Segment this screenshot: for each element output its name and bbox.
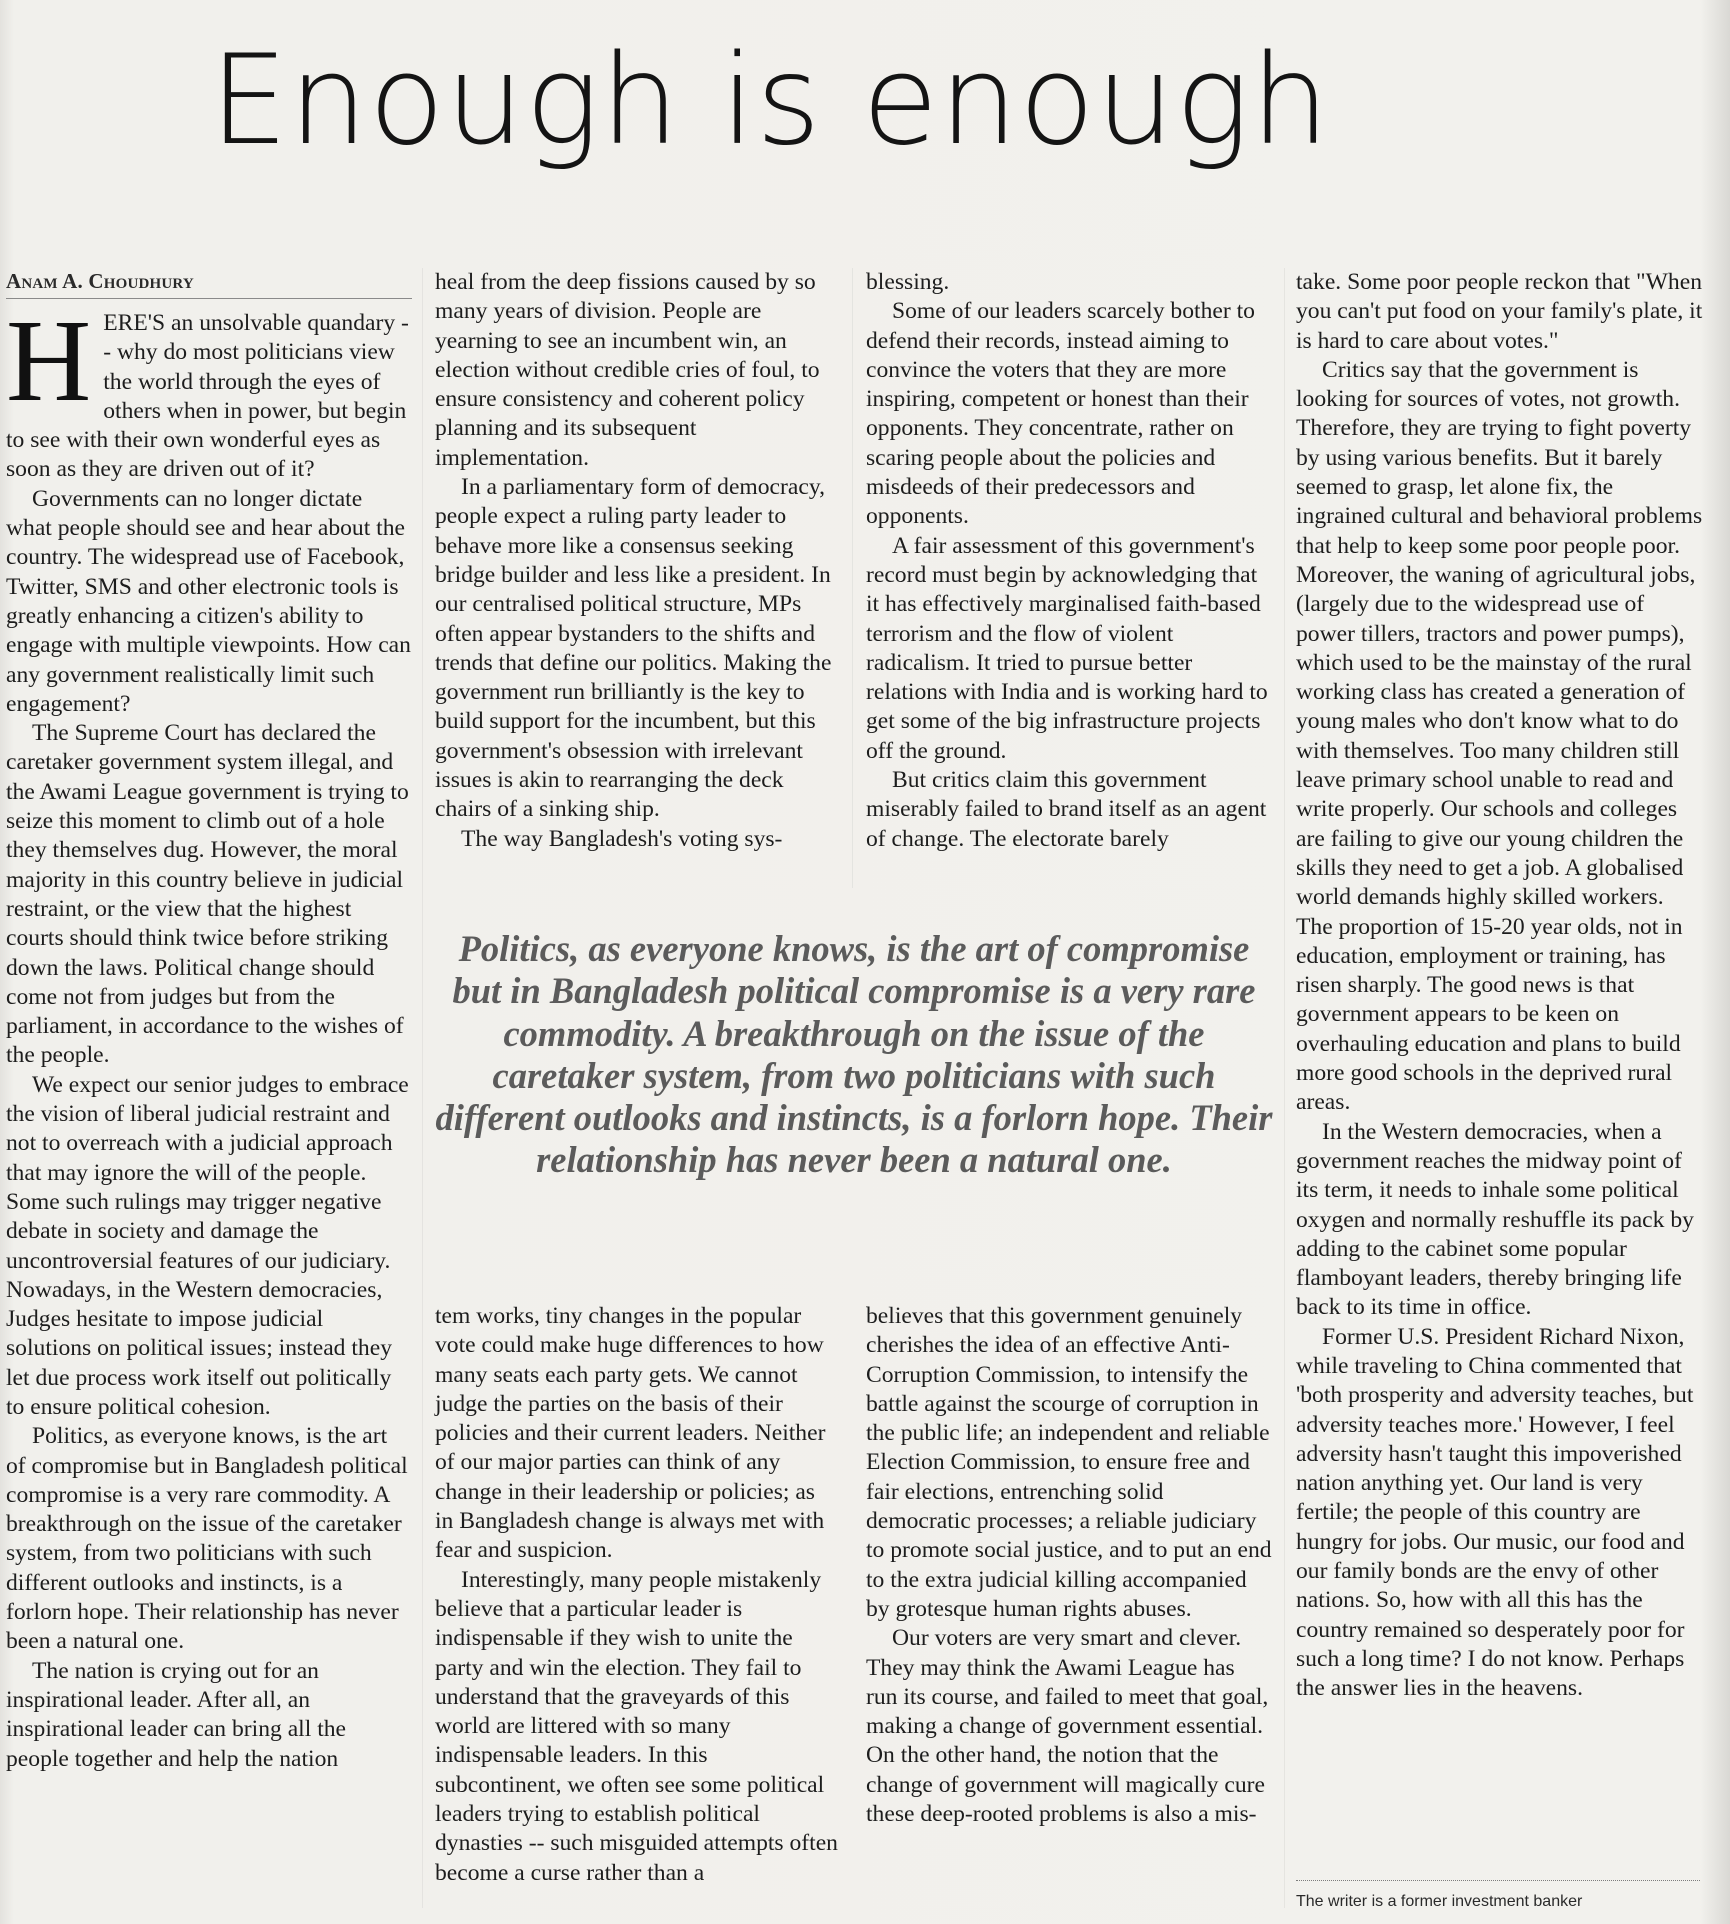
article-column-2-bottom: [435, 1302, 839, 1888]
article-column-3-bottom: [866, 1302, 1272, 1829]
article-column-4: [1296, 268, 1704, 1704]
column-gutter: [1284, 268, 1285, 1908]
paragraph: Politics, as everyone knows, is the art of compromise but in Bangladesh political compromise is a very rare commodity. A breakthrough on the issue of the caretaker system, from two politicians with such different outlooks and instincts, is a forlorn hope. Their relationship has never been a natural one.: [6, 1423, 408, 1655]
paragraph: We expect our senior judges to embrace the vision of liberal judicial restraint and not to overreach with a judicial approach that may ignore the will of the people. Some such rulings may trigger negative debate in society and damage the uncontroversial features of our judiciary. Nowadays, in the Western democracies, Judges hesitate to impose judicial solutions on political issues; instead they let due process work itself out politically to ensure political cohesion.: [6, 1071, 409, 1420]
footer-divider: [1296, 1880, 1700, 1881]
paragraph: Governments can no longer dictate what people should see and hear about the country. The widespread use of Facebook, Twitter, SMS and other electronic tools is greatly enhancing a citizen's ability to engage with multiple viewpoints. How can any government realistically limit such engagement?: [6, 485, 411, 717]
byline: Anam A. Choudhury: [6, 268, 412, 299]
paragraph: The way Bangladesh's voting sys-: [461, 825, 783, 852]
paragraph: Some of our leaders scarcely bother to defend their records, instead aiming to convince the voters that they are more inspiring, competent or honest than their opponents. They concentrate, rather on scaring people about the policies and misdeeds of their predecessors and opponents.: [866, 298, 1255, 530]
paragraph: tem works, tiny changes in the popular vote could make huge differences to how many seats each party gets. We cannot judge the parties on the basis of their policies and their current leaders. Neither of our major parties can think of any change in their leadership or policies; as in Bangladesh change is always met with fear and suspicion.: [435, 1303, 826, 1564]
paragraph: take. Some poor people reckon that "When you can't put food on your family's plate, it is hard to care about votes.": [1296, 269, 1703, 354]
paragraph: believes that this government genuinely cherishes the idea of an effective Anti-Corruption Commission, to intensify the battle against the scourge of corruption in the public life; an independent and reliable Election Commission, to ensure free and fair elections, entrenching solid democratic processes; a reliable judiciary to promote social justice, and to put an end to the extra judicial killing accompanied by grotesque human rights abuses.: [866, 1303, 1272, 1622]
article-headline: Enough is enough: [209, 29, 1331, 173]
paragraph: blessing.: [866, 269, 950, 295]
paragraph: In the Western democracies, when a government reaches the midway point of its term, it needs to inhale some political oxygen and normally reshuffle its pack by adding to the cabinet some popular flamboyant leaders, thereby bringing life back to its time in office.: [1296, 1118, 1694, 1321]
paragraph: But critics claim this government miserably failed to brand itself as an agent of change. The electorate barely: [866, 767, 1267, 852]
author-note: The writer is a former investment banker: [1296, 1893, 1583, 1910]
lead-paragraph: [6, 295, 412, 485]
paragraph: A fair assessment of this government's record must begin by acknowledging that it has effectively marginalised faith-based terrorism and the flow of violent radicalism. It tried to pursue better relations with India and is working hard to get some of the big infrastructure projects off the ground.: [866, 532, 1268, 764]
paragraph: Former U.S. President Richard Nixon, while traveling to China commented that 'both prosperity and adversity teaches, but adversity teaches more.' However, I feel adversity hasn't taught this impoverished nation anything yet. Our land is very fertile; the people of this country are hungry for jobs. Our music, our food and our family bonds are the envy of other nations. So, how with all this has the country remained so desperately poor for such a long time? I do not know. Perhaps the answer lies in the heavens.: [1296, 1323, 1694, 1702]
paragraph: The nation is crying out for an inspirational leader. After all, an inspirational leader can bring all the people together and help the nation: [6, 1657, 347, 1772]
paragraph: heal from the deep fissions caused by so many years of division. People are yearning to see an incumbent win, an election without credible cries of foul, to ensure consistency and coherent policy planning and its subsequent implementation.: [435, 269, 820, 471]
column-gutter: [852, 268, 853, 888]
paragraph: Our voters are very smart and clever. They may think the Awami League has run its course, and failed to meet that goal, making a change of government essential. On the other hand, the notion that the change of government will magically cure these deep-rooted problems is also a mis-: [866, 1625, 1269, 1828]
lead-paragraph-text: ERE'S an unsolvable quandary -- why do most politicians view the world through the eyes of others when in power, but begin to see with their own wonderful eyes as soon as they are driven out of it?: [6, 310, 409, 483]
article-column-2-top: [435, 268, 839, 854]
pull-quote: Politics, as everyone knows, is the art of compromise but in Bangladesh political compromise is a very rare commodity. A breakthrough on the issue of the caretaker system, from two politicians with such different outlooks and instincts, is a forlorn hope. Their relationship has never been a natural one.: [435, 928, 1273, 1181]
drop-cap: H: [6, 295, 92, 426]
article-column-1: [6, 268, 412, 1774]
article-column-3-top: [866, 268, 1272, 854]
paragraph: The Supreme Court has declared the caretaker government system illegal, and the Awami League government is trying to seize this moment to climb out of a hole they themselves dug. However, the moral majority in this country believe in judicial restraint, or the view that the highest courts should think twice before striking down the laws. Political change should come not from judges but from the parliament, in accordance to the wishes of the people.: [6, 720, 409, 1069]
paragraph: Interestingly, many people mistakenly believe that a particular leader is indispensable if they wish to unite the party and win the election. They fail to understand that the graveyards of this world are littered with so many indispensable leaders. In this subcontinent, we often see some political leaders trying to establish political dynasties -- such misguided attempts often become a curse rather than a: [435, 1566, 838, 1886]
paragraph: In a parliamentary form of democracy, people expect a ruling party leader to behave more like a consensus seeking bridge builder and less like a president. In our centralised political structure, MPs often appear bystanders to the shifts and trends that define our politics. Making the government run brilliantly is the key to build support for the incumbent, but this government's obsession with irrelevant issues is akin to rearranging the deck chairs of a sinking ship.: [435, 474, 832, 823]
paragraph: Critics say that the government is looking for sources of votes, not growth. Therefore, they are trying to fight poverty by using various benefits. But it barely seemed to grasp, let alone fix, the ingrained cultural and behavioral problems that help to keep some poor people poor. Moreover, the waning of agricultural jobs, (largely due to the widespread use of power tillers, tractors and power pumps), which used to be the mainstay of the rural working class has created a generation of young males who don't know what to do with themselves. Too many children still leave primary school unable to read and write properly. Our schools and colleges are failing to give our young children the skills they need to get a job. A globalised world demands highly skilled workers. The proportion of 15-20 year olds, not in education, employment or training, has risen sharply. The good news is that government appears to be keen on overhauling education and plans to build more good schools in the deprived rural areas.: [1296, 356, 1703, 1116]
column-gutter: [422, 268, 423, 1908]
